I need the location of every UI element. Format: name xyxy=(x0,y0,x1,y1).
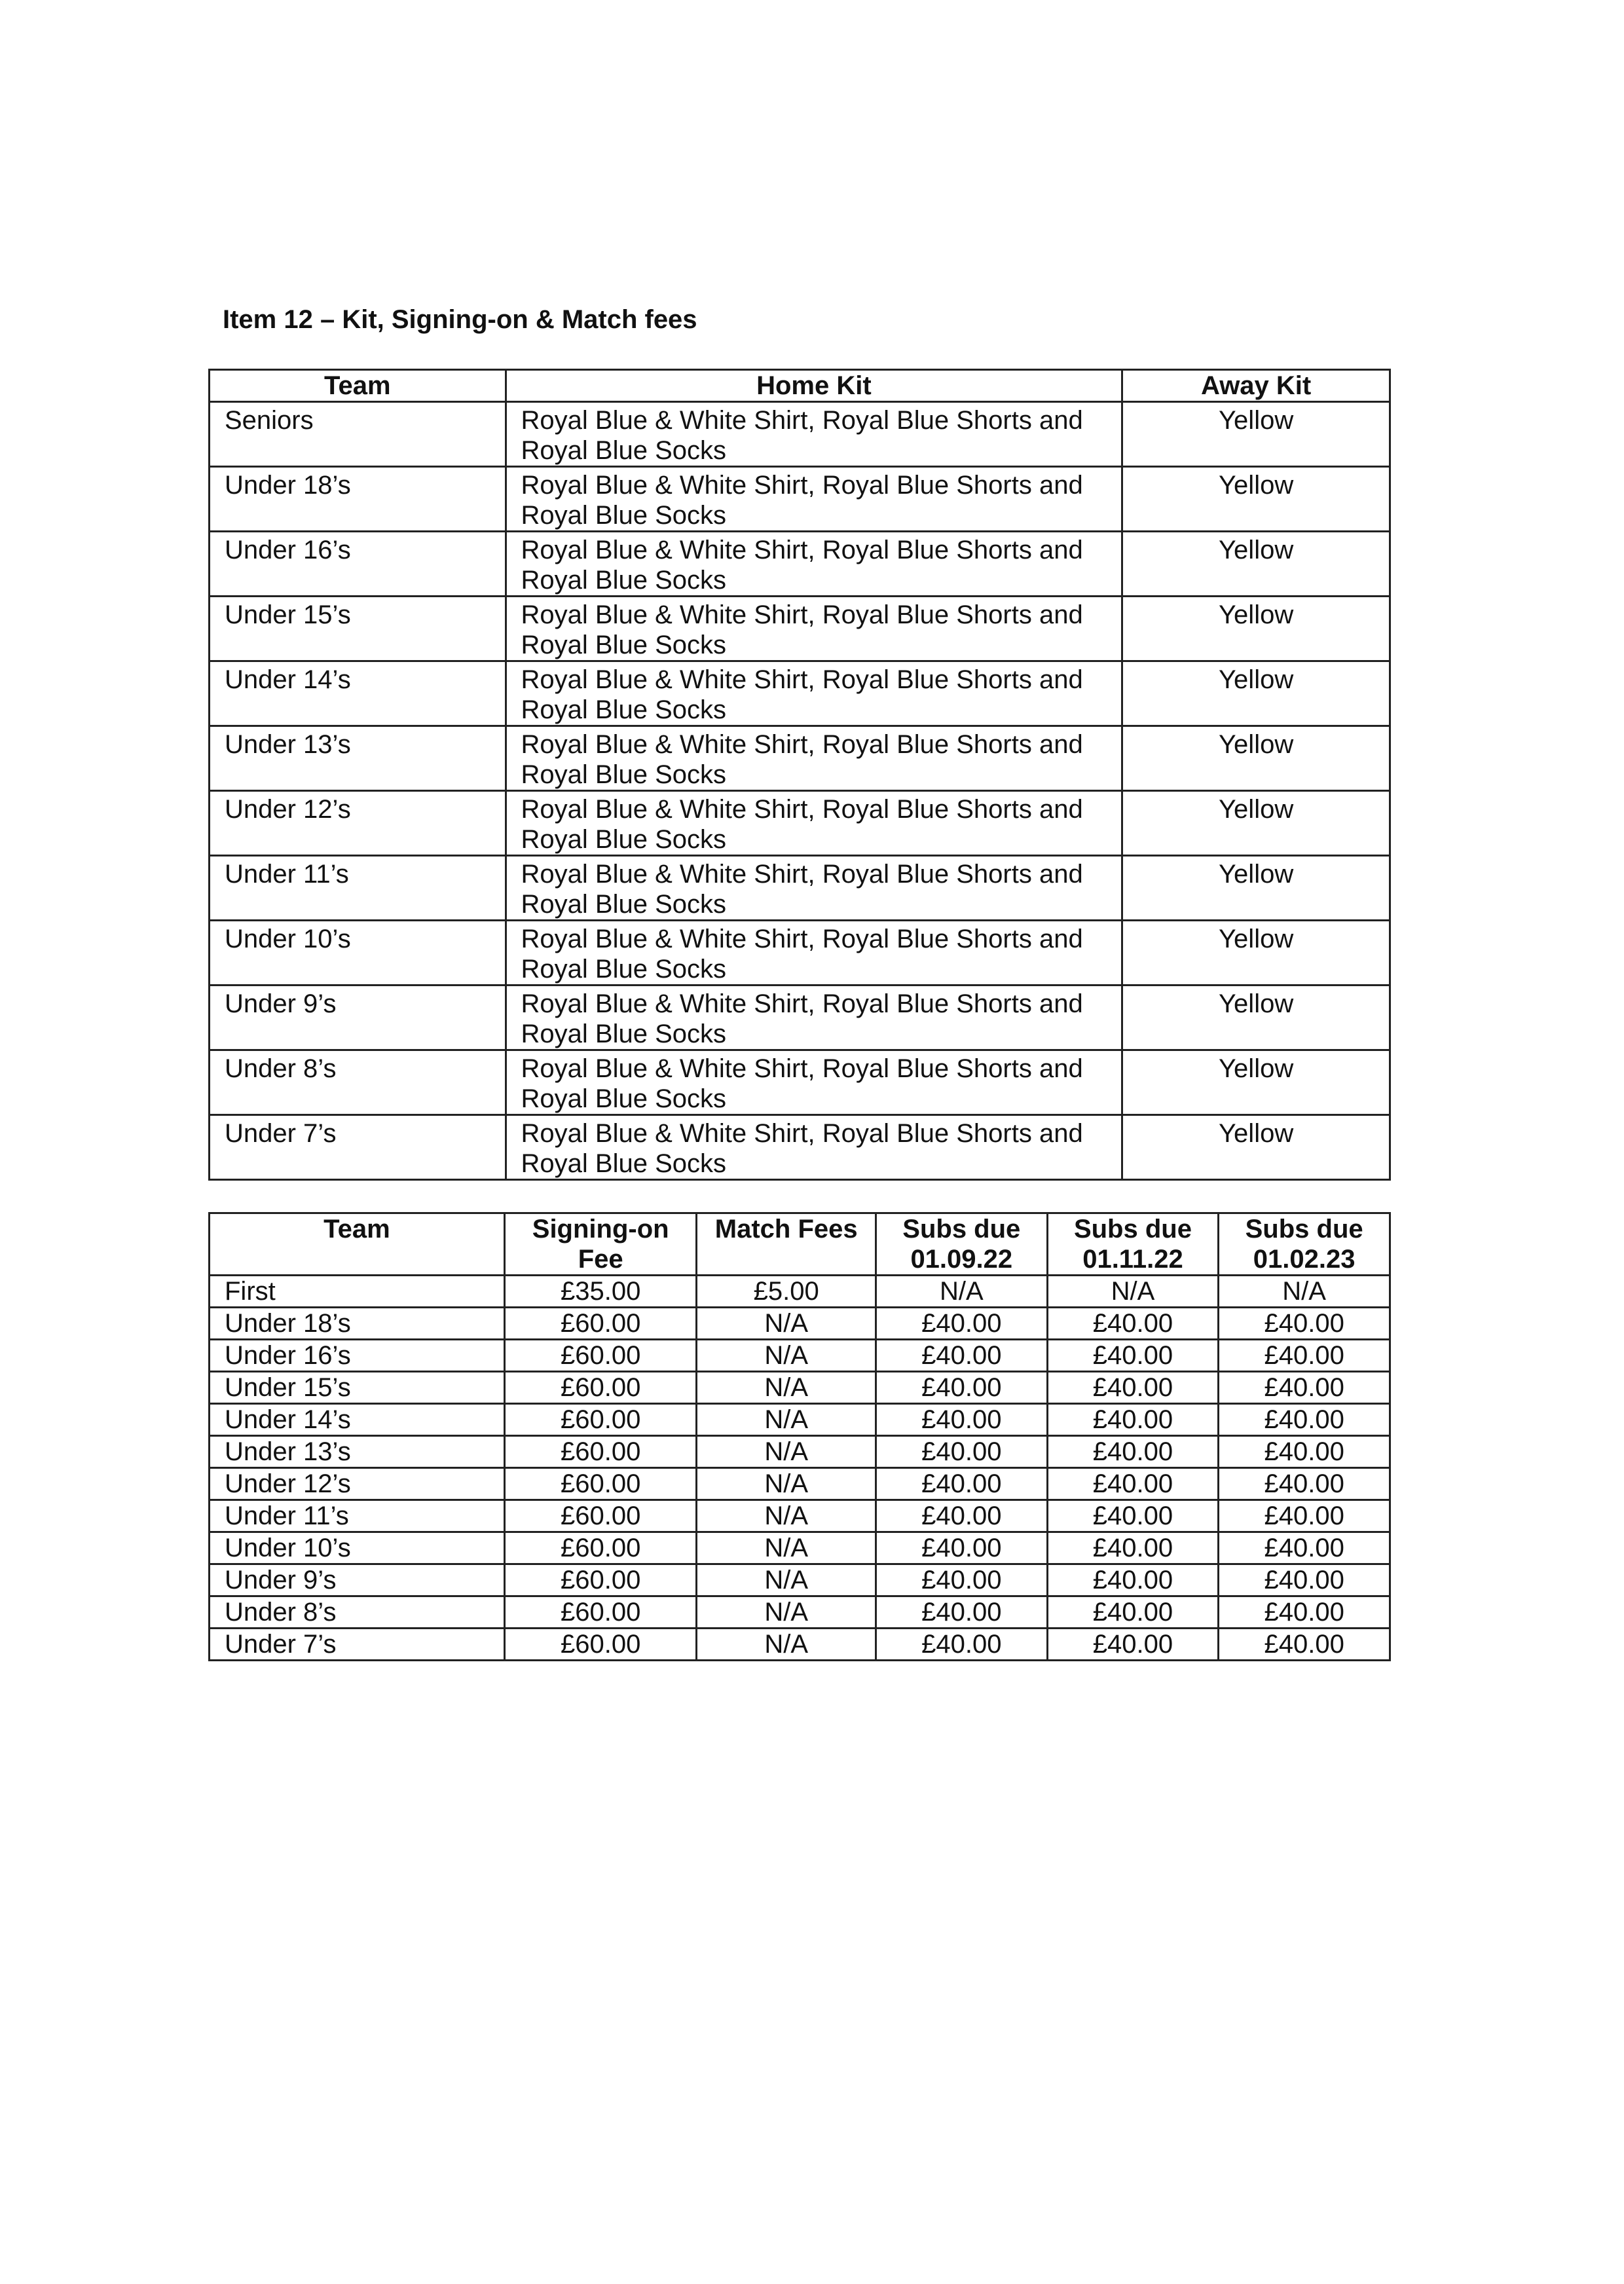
fees-subs-due-3-cell: £40.00 xyxy=(1219,1404,1390,1436)
fees-header-signing-on-fee: Signing-on Fee xyxy=(504,1213,697,1276)
fees-subs-due-3-cell: £40.00 xyxy=(1219,1372,1390,1404)
fees-table-row xyxy=(210,1436,1390,1468)
kit-table-header-row xyxy=(210,370,1390,402)
fees-team-cell: Under 11’s xyxy=(210,1500,505,1532)
fees-signing-on-cell: £60.00 xyxy=(504,1372,697,1404)
page-heading: Item 12 – Kit, Signing-on & Match fees xyxy=(223,305,697,334)
fees-header-subs-due-1: Subs due 01.09.22 xyxy=(876,1213,1047,1276)
fees-match-fee-cell: N/A xyxy=(697,1468,876,1500)
kit-header-home-kit: Home Kit xyxy=(506,370,1122,402)
kit-home-kit-cell: Royal Blue & White Shirt, Royal Blue Shorts and Royal Blue Socks xyxy=(506,467,1122,532)
kit-team-cell: Under 18’s xyxy=(210,467,506,532)
kit-home-kit-cell: Royal Blue & White Shirt, Royal Blue Shorts and Royal Blue Socks xyxy=(506,597,1122,661)
kit-table-row xyxy=(210,856,1390,921)
fees-match-fee-cell: N/A xyxy=(697,1564,876,1596)
fees-table-row xyxy=(210,1500,1390,1532)
fees-subs-due-1-cell: £40.00 xyxy=(876,1596,1047,1629)
kit-table-row xyxy=(210,1050,1390,1115)
kit-table-row xyxy=(210,661,1390,726)
kit-team-cell: Under 15’s xyxy=(210,597,506,661)
kit-away-kit-cell: Yellow xyxy=(1122,402,1390,467)
fees-subs-due-1-cell: £40.00 xyxy=(876,1436,1047,1468)
fees-signing-on-cell: £60.00 xyxy=(504,1436,697,1468)
kit-team-cell: Under 7’s xyxy=(210,1115,506,1180)
fees-header-team: Team xyxy=(210,1213,505,1276)
kit-away-kit-cell: Yellow xyxy=(1122,467,1390,532)
fees-subs-due-2-cell: £40.00 xyxy=(1047,1564,1219,1596)
fees-subs-due-3-cell: £40.00 xyxy=(1219,1468,1390,1500)
kit-away-kit-cell: Yellow xyxy=(1122,726,1390,791)
kit-home-kit-cell: Royal Blue & White Shirt, Royal Blue Shorts and Royal Blue Socks xyxy=(506,856,1122,921)
kit-table-row xyxy=(210,1115,1390,1180)
kit-table-row xyxy=(210,402,1390,467)
fees-subs-due-2-cell: £40.00 xyxy=(1047,1372,1219,1404)
fees-signing-on-cell: £60.00 xyxy=(504,1532,697,1564)
fees-match-fee-cell: N/A xyxy=(697,1340,876,1372)
kit-away-kit-cell: Yellow xyxy=(1122,856,1390,921)
fees-subs-due-1-cell: £40.00 xyxy=(876,1372,1047,1404)
fees-table-row xyxy=(210,1596,1390,1629)
fees-subs-due-3-cell: £40.00 xyxy=(1219,1436,1390,1468)
fees-match-fee-cell: N/A xyxy=(697,1500,876,1532)
kit-away-kit-cell: Yellow xyxy=(1122,661,1390,726)
kit-home-kit-cell: Royal Blue & White Shirt, Royal Blue Shorts and Royal Blue Socks xyxy=(506,402,1122,467)
fees-match-fee-cell: N/A xyxy=(697,1596,876,1629)
kit-home-kit-cell: Royal Blue & White Shirt, Royal Blue Shorts and Royal Blue Socks xyxy=(506,1050,1122,1115)
fees-subs-due-2-cell: £40.00 xyxy=(1047,1629,1219,1661)
kit-team-cell: Under 14’s xyxy=(210,661,506,726)
fees-table xyxy=(208,1212,1391,1661)
kit-team-cell: Under 16’s xyxy=(210,532,506,597)
fees-subs-due-2-cell: £40.00 xyxy=(1047,1436,1219,1468)
kit-team-cell: Under 9’s xyxy=(210,985,506,1050)
fees-team-cell: Under 8’s xyxy=(210,1596,505,1629)
kit-table-row xyxy=(210,726,1390,791)
fees-team-cell: First xyxy=(210,1276,505,1308)
fees-table-body xyxy=(210,1276,1390,1661)
kit-table-row xyxy=(210,985,1390,1050)
fees-subs-due-2-cell: £40.00 xyxy=(1047,1308,1219,1340)
fees-subs-due-3-cell: £40.00 xyxy=(1219,1308,1390,1340)
fees-subs-due-1-cell: £40.00 xyxy=(876,1500,1047,1532)
kit-team-cell: Under 13’s xyxy=(210,726,506,791)
fees-match-fee-cell: N/A xyxy=(697,1308,876,1340)
kit-away-kit-cell: Yellow xyxy=(1122,985,1390,1050)
fees-subs-due-1-cell: £40.00 xyxy=(876,1468,1047,1500)
kit-table-row xyxy=(210,791,1390,856)
kit-table-row xyxy=(210,597,1390,661)
fees-match-fee-cell: N/A xyxy=(697,1532,876,1564)
kit-home-kit-cell: Royal Blue & White Shirt, Royal Blue Shorts and Royal Blue Socks xyxy=(506,985,1122,1050)
fees-team-cell: Under 18’s xyxy=(210,1308,505,1340)
fees-table-row xyxy=(210,1308,1390,1340)
fees-signing-on-cell: £60.00 xyxy=(504,1629,697,1661)
kit-table-row xyxy=(210,921,1390,985)
fees-subs-due-3-cell: £40.00 xyxy=(1219,1629,1390,1661)
kit-team-cell: Under 12’s xyxy=(210,791,506,856)
fees-signing-on-cell: £60.00 xyxy=(504,1404,697,1436)
fees-subs-due-2-cell: £40.00 xyxy=(1047,1500,1219,1532)
fees-subs-due-2-cell: £40.00 xyxy=(1047,1340,1219,1372)
fees-subs-due-1-cell: £40.00 xyxy=(876,1564,1047,1596)
kit-table-row xyxy=(210,467,1390,532)
fees-team-cell: Under 12’s xyxy=(210,1468,505,1500)
kit-team-cell: Under 11’s xyxy=(210,856,506,921)
fees-signing-on-cell: £60.00 xyxy=(504,1308,697,1340)
fees-subs-due-3-cell: £40.00 xyxy=(1219,1532,1390,1564)
fees-match-fee-cell: £5.00 xyxy=(697,1276,876,1308)
kit-home-kit-cell: Royal Blue & White Shirt, Royal Blue Shorts and Royal Blue Socks xyxy=(506,1115,1122,1180)
fees-signing-on-cell: £60.00 xyxy=(504,1340,697,1372)
kit-team-cell: Seniors xyxy=(210,402,506,467)
fees-subs-due-3-cell: £40.00 xyxy=(1219,1596,1390,1629)
kit-away-kit-cell: Yellow xyxy=(1122,1115,1390,1180)
fees-header-subs-due-3: Subs due 01.02.23 xyxy=(1219,1213,1390,1276)
fees-signing-on-cell: £60.00 xyxy=(504,1596,697,1629)
kit-header-away-kit: Away Kit xyxy=(1122,370,1390,402)
kit-away-kit-cell: Yellow xyxy=(1122,921,1390,985)
fees-subs-due-3-cell: £40.00 xyxy=(1219,1500,1390,1532)
kit-table-body xyxy=(210,402,1390,1180)
fees-subs-due-2-cell: £40.00 xyxy=(1047,1468,1219,1500)
fees-match-fee-cell: N/A xyxy=(697,1436,876,1468)
fees-table-row xyxy=(210,1340,1390,1372)
fees-table-row xyxy=(210,1468,1390,1500)
fees-team-cell: Under 15’s xyxy=(210,1372,505,1404)
fees-subs-due-3-cell: £40.00 xyxy=(1219,1564,1390,1596)
fees-table-row xyxy=(210,1372,1390,1404)
fees-match-fee-cell: N/A xyxy=(697,1629,876,1661)
fees-subs-due-3-cell: N/A xyxy=(1219,1276,1390,1308)
fees-signing-on-cell: £60.00 xyxy=(504,1500,697,1532)
fees-signing-on-cell: £35.00 xyxy=(504,1276,697,1308)
fees-table-row xyxy=(210,1532,1390,1564)
fees-subs-due-1-cell: £40.00 xyxy=(876,1404,1047,1436)
fees-team-cell: Under 16’s xyxy=(210,1340,505,1372)
kit-away-kit-cell: Yellow xyxy=(1122,597,1390,661)
kit-header-team: Team xyxy=(210,370,506,402)
fees-subs-due-2-cell: £40.00 xyxy=(1047,1404,1219,1436)
fees-signing-on-cell: £60.00 xyxy=(504,1564,697,1596)
kit-away-kit-cell: Yellow xyxy=(1122,1050,1390,1115)
fees-table-row xyxy=(210,1564,1390,1596)
fees-team-cell: Under 7’s xyxy=(210,1629,505,1661)
fees-subs-due-1-cell: N/A xyxy=(876,1276,1047,1308)
fees-subs-due-3-cell: £40.00 xyxy=(1219,1340,1390,1372)
kit-away-kit-cell: Yellow xyxy=(1122,791,1390,856)
fees-match-fee-cell: N/A xyxy=(697,1372,876,1404)
kit-away-kit-cell: Yellow xyxy=(1122,532,1390,597)
kit-home-kit-cell: Royal Blue & White Shirt, Royal Blue Shorts and Royal Blue Socks xyxy=(506,726,1122,791)
fees-team-cell: Under 14’s xyxy=(210,1404,505,1436)
kit-home-kit-cell: Royal Blue & White Shirt, Royal Blue Shorts and Royal Blue Socks xyxy=(506,791,1122,856)
fees-team-cell: Under 9’s xyxy=(210,1564,505,1596)
kit-table xyxy=(208,369,1391,1181)
fees-subs-due-1-cell: £40.00 xyxy=(876,1532,1047,1564)
fees-header-subs-due-2: Subs due 01.11.22 xyxy=(1047,1213,1219,1276)
fees-subs-due-2-cell: N/A xyxy=(1047,1276,1219,1308)
fees-subs-due-1-cell: £40.00 xyxy=(876,1308,1047,1340)
fees-header-match-fees: Match Fees xyxy=(697,1213,876,1276)
fees-signing-on-cell: £60.00 xyxy=(504,1468,697,1500)
fees-team-cell: Under 10’s xyxy=(210,1532,505,1564)
fees-table-row xyxy=(210,1404,1390,1436)
fees-table-header-row xyxy=(210,1213,1390,1276)
fees-subs-due-2-cell: £40.00 xyxy=(1047,1532,1219,1564)
kit-table-row xyxy=(210,532,1390,597)
kit-home-kit-cell: Royal Blue & White Shirt, Royal Blue Shorts and Royal Blue Socks xyxy=(506,532,1122,597)
fees-match-fee-cell: N/A xyxy=(697,1404,876,1436)
fees-subs-due-1-cell: £40.00 xyxy=(876,1629,1047,1661)
fees-team-cell: Under 13’s xyxy=(210,1436,505,1468)
kit-team-cell: Under 8’s xyxy=(210,1050,506,1115)
kit-team-cell: Under 10’s xyxy=(210,921,506,985)
kit-home-kit-cell: Royal Blue & White Shirt, Royal Blue Shorts and Royal Blue Socks xyxy=(506,921,1122,985)
kit-home-kit-cell: Royal Blue & White Shirt, Royal Blue Shorts and Royal Blue Socks xyxy=(506,661,1122,726)
fees-table-row xyxy=(210,1276,1390,1308)
fees-subs-due-2-cell: £40.00 xyxy=(1047,1596,1219,1629)
fees-subs-due-1-cell: £40.00 xyxy=(876,1340,1047,1372)
fees-table-row xyxy=(210,1629,1390,1661)
